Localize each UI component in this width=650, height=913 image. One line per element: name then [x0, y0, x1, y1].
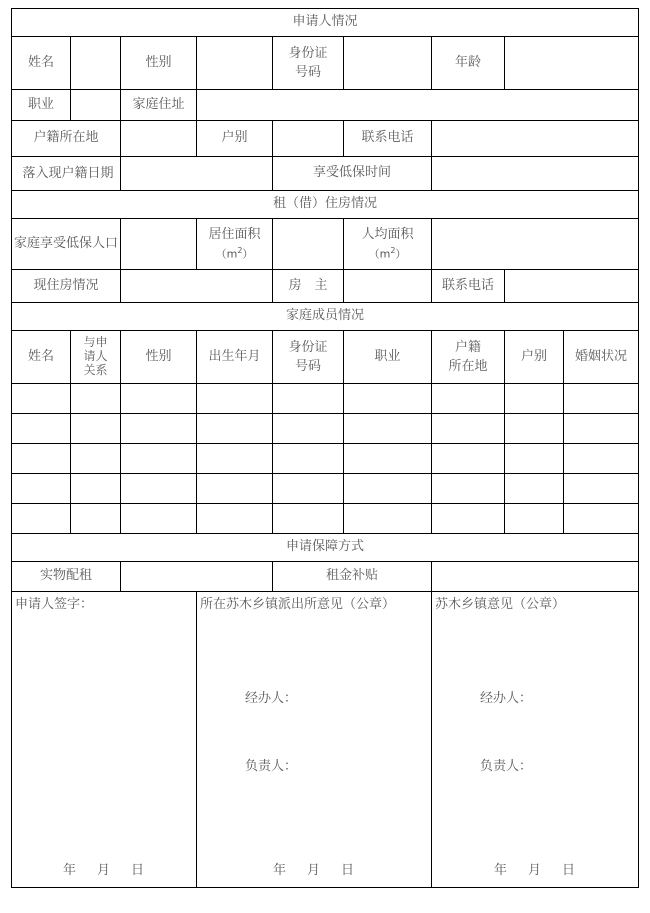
- label-physical-allocation: 实物配租: [12, 562, 121, 592]
- cell-member-name[interactable]: [12, 444, 71, 474]
- input-age[interactable]: [505, 37, 639, 90]
- applicant-row-4: [12, 157, 639, 191]
- signature-block-applicant[interactable]: [12, 592, 197, 888]
- label-rental-contact-phone: 联系电话: [432, 270, 505, 303]
- column-header-member-id: [273, 331, 344, 384]
- label-low-income-population: [12, 219, 121, 270]
- section-header-applicant-row: [12, 9, 639, 37]
- member-household-l1: 户籍: [454, 339, 481, 355]
- date-year-label: 年: [62, 863, 77, 879]
- cell-birth-date[interactable]: [197, 474, 273, 504]
- date-month-label: 月: [528, 863, 543, 879]
- signature-date-township: [432, 862, 638, 881]
- relation-l3: 关系: [83, 362, 108, 377]
- cell-relation[interactable]: [71, 384, 121, 414]
- cell-occupation[interactable]: [344, 444, 432, 474]
- column-header-birth-date: 出生年月: [197, 331, 273, 384]
- date-month-label: 月: [306, 863, 321, 879]
- input-occupation[interactable]: [71, 90, 121, 121]
- table-row: [12, 474, 639, 504]
- cell-household[interactable]: [432, 444, 505, 474]
- column-header-member-occupation: 职业: [344, 331, 432, 384]
- label-landlord: 房 主: [273, 270, 344, 303]
- unit-open: （m: [215, 247, 238, 261]
- member-id-l2: 号码: [294, 359, 321, 374]
- label-low-income-period: 享受低保时间: [273, 157, 432, 191]
- checkbox-rent-subsidy[interactable]: [432, 562, 639, 592]
- signature-block-township[interactable]: [432, 592, 639, 888]
- cell-gender[interactable]: [121, 414, 197, 444]
- cell-id[interactable]: [273, 504, 344, 534]
- input-low-income-period[interactable]: [432, 157, 639, 191]
- cell-marital-status[interactable]: [564, 504, 639, 534]
- relation-l1: 与申: [83, 335, 108, 350]
- column-header-member-household-type: 户别: [505, 331, 564, 384]
- signature-heading-applicant: 申请人签字：: [15, 597, 94, 612]
- label-home-address: 家庭住址: [121, 90, 197, 121]
- cell-id[interactable]: [273, 384, 344, 414]
- label-handler-township: 经办人：: [480, 691, 533, 706]
- input-contact-phone[interactable]: [432, 121, 639, 157]
- label-per-capita-area-text: 人均面积: [361, 227, 414, 243]
- label-household-location-text: 户籍所在地: [33, 130, 99, 146]
- label-id-number-line2: 号码: [294, 65, 321, 80]
- label-id-number: [273, 37, 344, 90]
- checkbox-physical-allocation[interactable]: [121, 562, 273, 592]
- label-gender: 性别: [121, 37, 197, 90]
- cell-gender[interactable]: [121, 504, 197, 534]
- cell-birth-date[interactable]: [197, 384, 273, 414]
- signature-date-applicant: [12, 862, 196, 881]
- label-household-entry-date: [12, 157, 121, 191]
- table-row: [12, 384, 639, 414]
- unit-sup-2: 2: [390, 245, 396, 255]
- input-home-address[interactable]: [197, 90, 639, 121]
- label-household-entry-date-text: 落入现户籍日期: [22, 165, 114, 181]
- input-name[interactable]: [71, 37, 121, 90]
- section-title-applicant: 申请人情况: [12, 9, 639, 37]
- input-household-entry-date[interactable]: [121, 157, 273, 191]
- date-year-label: 年: [272, 863, 287, 879]
- input-household-type[interactable]: [273, 121, 344, 157]
- section-header-guarantee-row: [12, 534, 639, 562]
- section-title-guarantee-method: 申请保障方式: [12, 534, 639, 562]
- label-household-location: [12, 121, 121, 157]
- cell-birth-date[interactable]: [197, 444, 273, 474]
- label-current-housing: 现住房情况: [12, 270, 121, 303]
- signature-block-police-station[interactable]: [197, 592, 432, 888]
- table-row: [12, 444, 639, 474]
- cell-id[interactable]: [273, 444, 344, 474]
- date-day-label: 日: [562, 863, 577, 879]
- unit-close-2: ）: [395, 247, 407, 261]
- label-household-type: 户别: [197, 121, 273, 157]
- table-row: [12, 504, 639, 534]
- input-id-number[interactable]: [344, 37, 432, 90]
- cell-household[interactable]: [432, 384, 505, 414]
- member-household-l2: 所在地: [448, 359, 488, 374]
- applicant-row-3: [12, 121, 639, 157]
- column-header-member-gender: 性别: [121, 331, 197, 384]
- signature-heading-township: 苏木乡镇意见（公章）: [435, 597, 566, 612]
- label-per-capita-area-unit: [344, 245, 431, 263]
- column-header-marital-status: 婚姻状况: [564, 331, 639, 384]
- label-rent-subsidy: 租金补贴: [273, 562, 432, 592]
- cell-occupation[interactable]: [344, 414, 432, 444]
- applicant-row-2: [12, 90, 639, 121]
- input-household-location[interactable]: [121, 121, 197, 157]
- label-handler-police: 经办人：: [245, 691, 298, 706]
- label-occupation: 职业: [12, 90, 71, 121]
- table-row: [12, 414, 639, 444]
- input-current-housing[interactable]: [121, 270, 273, 303]
- signature-row: [12, 592, 639, 888]
- cell-marital-status[interactable]: [564, 384, 639, 414]
- input-living-area[interactable]: [273, 219, 344, 270]
- unit-open-2: （m: [368, 247, 391, 261]
- cell-occupation[interactable]: [344, 504, 432, 534]
- cell-member-name[interactable]: [12, 504, 71, 534]
- column-header-member-household: [432, 331, 505, 384]
- cell-birth-date[interactable]: [197, 504, 273, 534]
- cell-household-type[interactable]: [505, 414, 564, 444]
- section-header-family-row: [12, 303, 639, 331]
- cell-member-name[interactable]: [12, 384, 71, 414]
- cell-household[interactable]: [432, 504, 505, 534]
- input-rental-contact-phone[interactable]: [505, 270, 639, 303]
- cell-member-name[interactable]: [12, 474, 71, 504]
- label-contact-phone: 联系电话: [344, 121, 432, 157]
- cell-household-type[interactable]: [505, 474, 564, 504]
- cell-occupation[interactable]: [344, 474, 432, 504]
- input-landlord[interactable]: [344, 270, 432, 303]
- label-age: 年龄: [432, 37, 505, 90]
- input-gender[interactable]: [197, 37, 273, 90]
- cell-marital-status[interactable]: [564, 444, 639, 474]
- cell-relation[interactable]: [71, 474, 121, 504]
- column-header-member-name: 姓名: [12, 331, 71, 384]
- label-living-area-unit: [197, 245, 272, 263]
- date-day-label: 日: [131, 863, 146, 879]
- signature-heading-police-station: 所在苏木乡镇派出所意见（公章）: [200, 597, 396, 612]
- section-title-rental-housing: 租（借）住房情况: [12, 191, 639, 219]
- cell-household[interactable]: [432, 474, 505, 504]
- family-members-header-row: [12, 331, 639, 384]
- label-id-number-line1: 身份证: [288, 45, 328, 61]
- cell-relation[interactable]: [71, 504, 121, 534]
- cell-household-type[interactable]: [505, 504, 564, 534]
- cell-occupation[interactable]: [344, 384, 432, 414]
- unit-sup: 2: [237, 245, 243, 255]
- cell-birth-date[interactable]: [197, 414, 273, 444]
- guarantee-options-row: [12, 562, 639, 592]
- label-per-capita-area: [344, 219, 432, 270]
- cell-marital-status[interactable]: [564, 414, 639, 444]
- cell-relation[interactable]: [71, 414, 121, 444]
- application-form-table: [11, 8, 639, 888]
- date-year-label: 年: [494, 863, 509, 879]
- label-low-income-population-text: 家庭享受低保人口: [13, 235, 118, 251]
- label-living-area-text: 居住面积: [208, 227, 261, 243]
- input-per-capita-area[interactable]: [432, 219, 639, 270]
- rental-row-2: [12, 270, 639, 303]
- cell-marital-status[interactable]: [564, 474, 639, 504]
- cell-gender[interactable]: [121, 444, 197, 474]
- label-responsible-police: 负责人：: [245, 759, 298, 774]
- input-low-income-population[interactable]: [121, 219, 197, 270]
- member-id-l1: 身份证: [288, 339, 328, 355]
- cell-household-type[interactable]: [505, 444, 564, 474]
- column-header-relation: [71, 331, 121, 384]
- relation-l2: 请人: [83, 349, 108, 364]
- date-day-label: 日: [341, 863, 356, 879]
- section-header-rental-row: [12, 191, 639, 219]
- cell-relation[interactable]: [71, 444, 121, 474]
- unit-close: ）: [242, 247, 254, 261]
- rental-row-1: [12, 219, 639, 270]
- cell-gender[interactable]: [121, 474, 197, 504]
- applicant-row-1: [12, 37, 639, 90]
- section-title-family-members: 家庭成员情况: [12, 303, 639, 331]
- cell-id[interactable]: [273, 414, 344, 444]
- cell-id[interactable]: [273, 474, 344, 504]
- cell-member-name[interactable]: [12, 414, 71, 444]
- cell-gender[interactable]: [121, 384, 197, 414]
- label-responsible-township: 负责人：: [480, 759, 533, 774]
- signature-date-police-station: [197, 862, 431, 881]
- cell-household-type[interactable]: [505, 384, 564, 414]
- cell-household[interactable]: [432, 414, 505, 444]
- date-month-label: 月: [96, 863, 111, 879]
- label-name: 姓名: [12, 37, 71, 90]
- label-living-area: [197, 219, 273, 270]
